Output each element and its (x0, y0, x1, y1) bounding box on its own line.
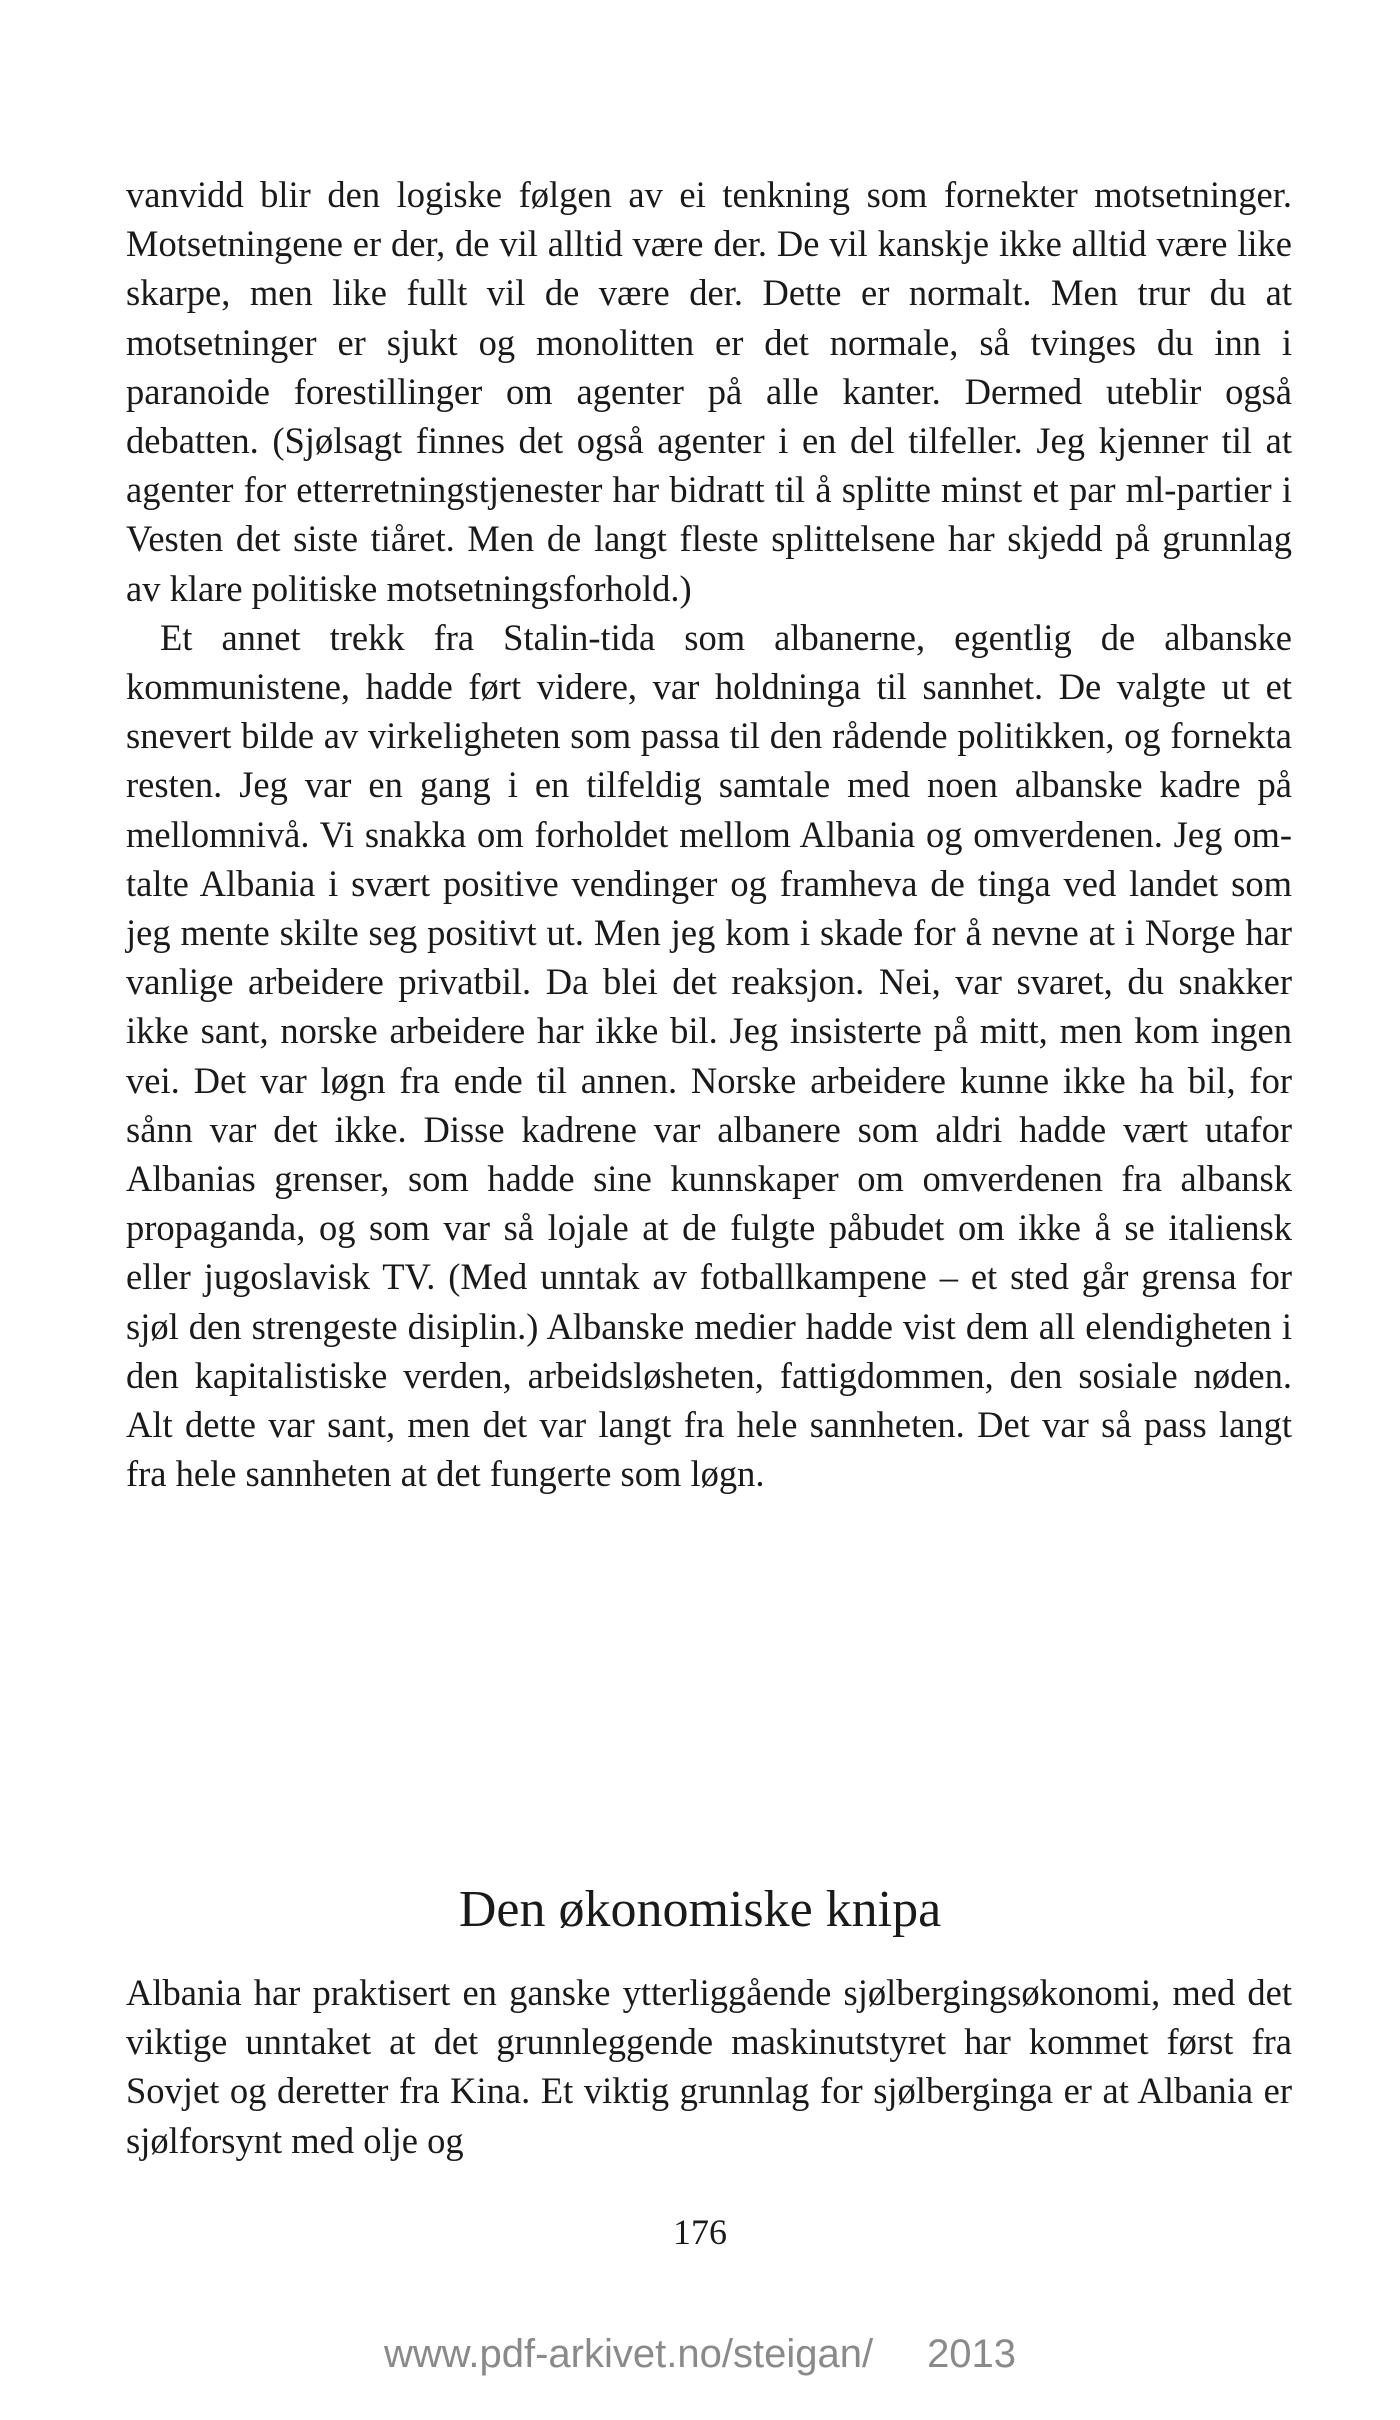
footer-year: 2013 (927, 2332, 1017, 2376)
footer-watermark (0, 2330, 1400, 2378)
paragraph: Albania har praktisert en ganske ytterliggående sjølbergingsøkonomi, med det viktige unntaket at det grunnleggende maskinutstyret har kommet først fra Sovjet og deretter fra Kina. Et viktig grunnlag for sjølberginga er at Albania er sjølforsynt med olje og (126, 1972, 1292, 2161)
section-body-text (126, 1968, 1292, 2165)
body-text (126, 170, 1292, 1498)
paragraph: vanvidd blir den logiske følgen av ei tenkning som fornekter motsetninger. Motsetningene er der, de vil alltid være der. De vil kanskje ikke alltid være like skarpe, men like fullt vil de være der. Dette er normalt. Men trur du at motsetninger er sjukt og monolitten er det normale, så tvinges du inn i paranoide forestillinger om agenter på alle kanter. Dermed uteblir også debatten. (Sjølsagt finnes det også agenter i en del tilfeller. Jeg kjenner til at agenter for etterretningstjenester har bidratt til å splitte minst et par ml-partier i Vesten det siste tiåret. Men de langt fleste splittelsene har skjedd på grunnlag av klare politiske motsetningsforhold.) (126, 174, 1292, 609)
paragraph: Et annet trekk fra Stalin-tida som albanerne, egentlig de albanske kommunistene, hadde ført videre, var holdninga til sannhet. De valgte ut et snevert bilde av virkeligheten som passa til den rådende politikken, og fornekta resten. Jeg var en gang i en tilfeldig samtale med noen albanske kadre på mellomnivå. Vi snakka om forholdet mellom Albania og omverdenen. Jeg omtalte Albania i svært positive vendinger og framheva de tinga ved landet som jeg mente skilte seg positivt ut. Men jeg kom i skade for å nevne at i Norge har vanlige arbeidere privatbil. Da blei det reaksjon. Nei, var svaret, du snakker ikke sant, norske arbeidere har ikke bil. Jeg insisterte på mitt, men kom ingen vei. Det var løgn fra ende til annen. Norske arbeidere kunne ikke ha bil, for sånn var det ikke. Disse kadrene var albanere som aldri hadde vært utafor Albanias grenser, som hadde sine kunnskaper om omverdenen fra albansk propaganda, og som var så lojale at de fulgte påbudet om ikke å se italiensk eller jugoslavisk TV. (Med unntak av fotballkampene – et sted går grensa for sjøl den strengeste disiplin.) Albanske medier hadde vist dem all elendigheten i den kapitalistiske verden, arbeidsløsheten, fattigdommen, den sosiale nøden. Alt dette var sant, men det var langt fra hele sannheten. Det var så pass langt fra hele sannheten at det fungerte som løgn. (126, 616, 1292, 1495)
page-number: 176 (673, 2212, 727, 2252)
footer-url: www.pdf-arkivet.no/steigan/ (383, 2332, 874, 2376)
section-heading: Den økonomiske knipa (458, 1881, 942, 1938)
